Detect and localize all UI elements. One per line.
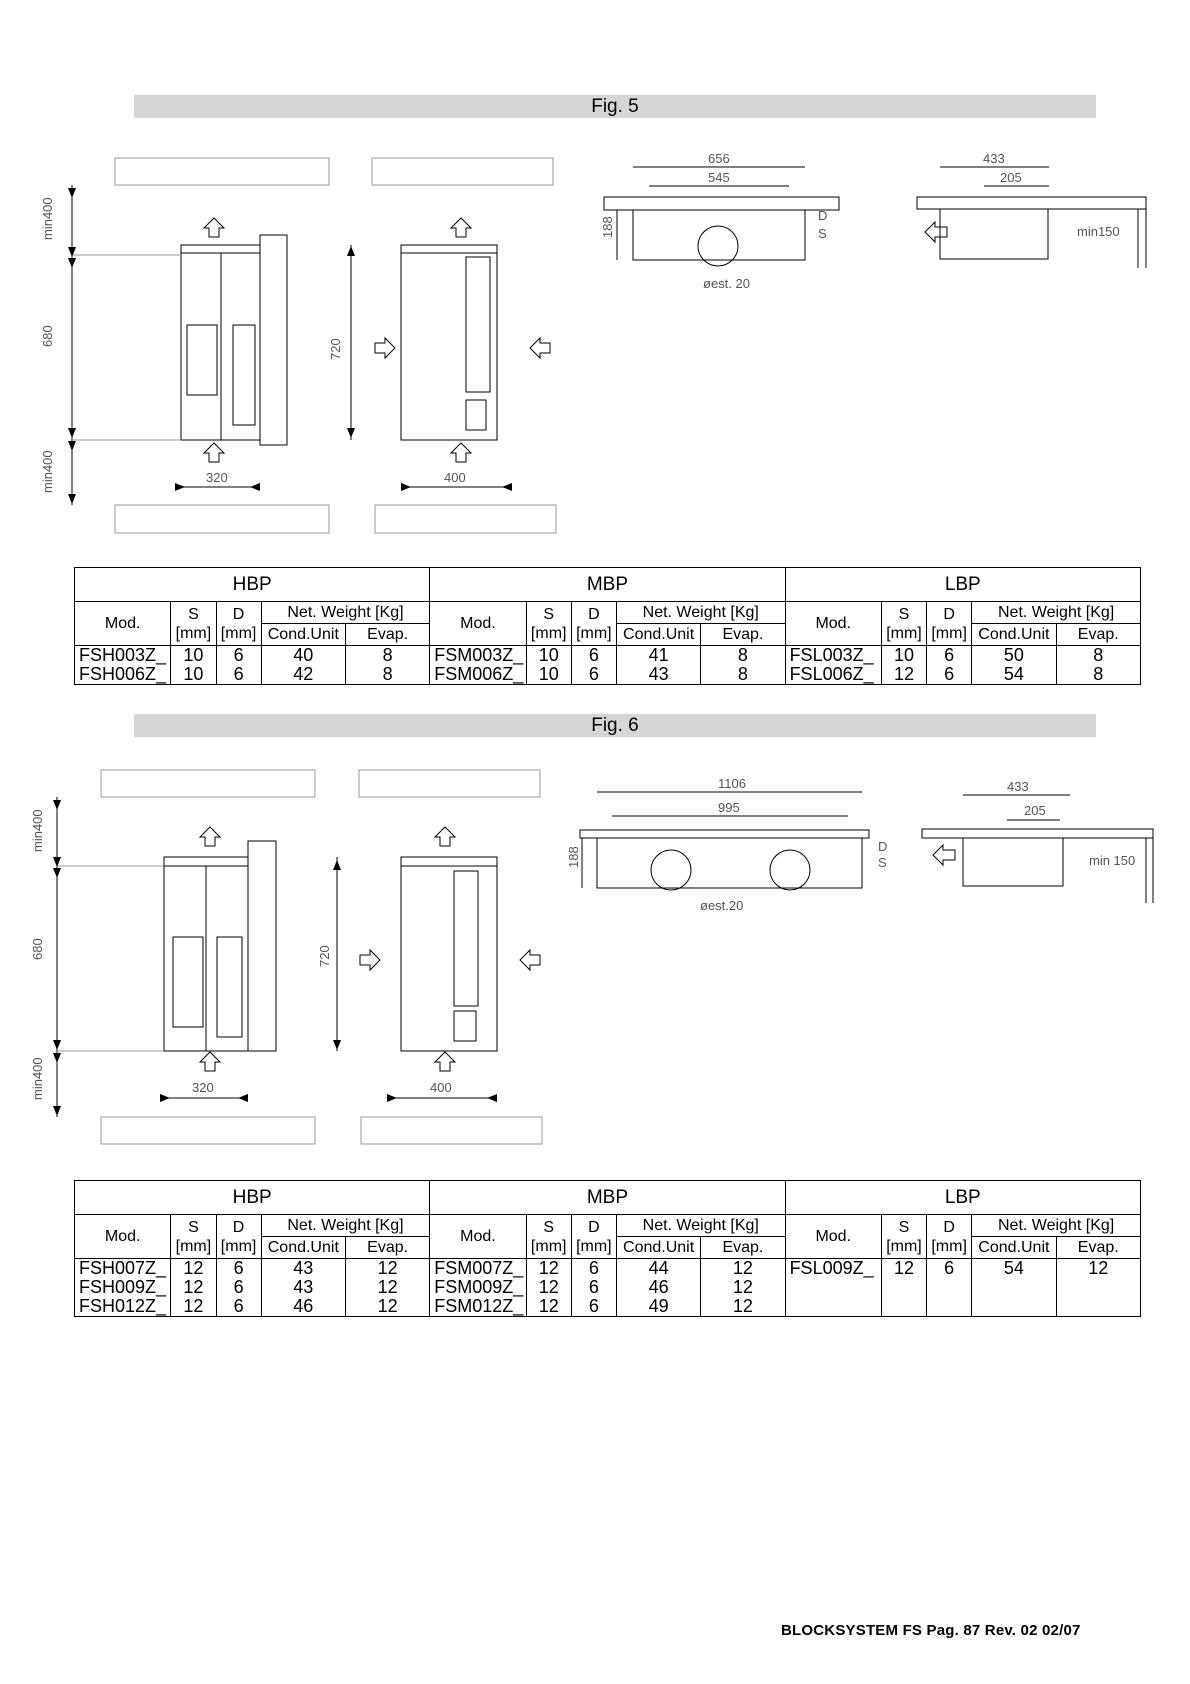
spec-table-fig5 <box>74 567 1141 685</box>
cell-cond: 44 46 49 <box>616 1259 700 1317</box>
dim-s: S <box>878 855 887 870</box>
col-cond: Cond.Unit <box>972 1237 1056 1259</box>
cell-evap: 8 8 <box>345 646 429 685</box>
col-s: S [mm] <box>881 1215 926 1259</box>
dim-side-inner: 205 <box>1024 803 1046 818</box>
col-s: S [mm] <box>881 602 926 646</box>
dim-evap-width-outer: 1106 <box>718 776 746 791</box>
dim-side-min: min150 <box>1077 224 1120 239</box>
dim-evap-height: 188 <box>566 846 581 868</box>
col-d: D [mm] <box>216 1215 261 1259</box>
group-header: HBP <box>75 1181 430 1215</box>
col-cond: Cond.Unit <box>261 624 345 646</box>
dim-evap-width-inner: 995 <box>718 800 740 815</box>
dim-min-bottom: min400 <box>30 1057 45 1100</box>
col-evap: Evap. <box>701 1237 785 1259</box>
col-d: D [mm] <box>571 1215 616 1259</box>
cell-d: 6 <box>927 1259 972 1317</box>
dim-drain: øest.20 <box>700 898 744 913</box>
cell-models: FSM003Z_ FSM006Z_ <box>430 646 526 685</box>
col-s: S [mm] <box>171 602 216 646</box>
dim-evap-width-outer: 656 <box>708 151 730 166</box>
cell-d: 6 6 6 <box>216 1259 261 1317</box>
dim-evap-height: 188 <box>600 216 615 238</box>
dim-side-outer: 433 <box>983 151 1005 166</box>
group-header: MBP <box>430 1181 785 1215</box>
cell-models: FSM007Z_ FSM009Z_ FSM012Z_ <box>430 1259 526 1317</box>
cell-d: 6 6 <box>216 646 261 685</box>
group-header: MBP <box>430 568 785 602</box>
dim-left-width: 320 <box>206 470 228 485</box>
cell-models: FSL009Z_ <box>785 1259 881 1317</box>
col-mod: Mod. <box>785 602 881 646</box>
cell-cond: 40 42 <box>261 646 345 685</box>
cell-cond: 54 <box>972 1259 1056 1317</box>
cell-models: FSH003Z_ FSH006Z_ <box>75 646 171 685</box>
col-mod: Mod. <box>75 602 171 646</box>
group-header: HBP <box>75 568 430 602</box>
dim-side-outer: 433 <box>1007 779 1029 794</box>
cell-s: 12 <box>881 1259 926 1317</box>
dim-min-top: min400 <box>40 197 55 240</box>
dim-d: D <box>878 839 888 854</box>
col-net-weight: Net. Weight [Kg] <box>261 602 430 624</box>
dim-d: D <box>818 208 828 223</box>
col-evap: Evap. <box>345 1237 429 1259</box>
dim-side-min: min 150 <box>1089 853 1136 868</box>
figure-caption-6: Fig. 6 <box>134 714 1096 737</box>
cell-s: 12 12 12 <box>171 1259 216 1317</box>
dim-front-height: 720 <box>328 338 343 360</box>
col-d: D [mm] <box>927 1215 972 1259</box>
col-evap: Evap. <box>1056 1237 1140 1259</box>
col-s: S [mm] <box>526 602 571 646</box>
cell-models: FSH007Z_ FSH009Z_ FSH012Z_ <box>75 1259 171 1317</box>
col-evap: Evap. <box>1056 624 1140 646</box>
col-mod: Mod. <box>430 1215 526 1259</box>
col-net-weight: Net. Weight [Kg] <box>972 1215 1141 1237</box>
col-evap: Evap. <box>345 624 429 646</box>
col-mod: Mod. <box>75 1215 171 1259</box>
cell-cond: 50 54 <box>972 646 1056 685</box>
dim-front-width: 400 <box>430 1080 452 1095</box>
dim-side-inner: 205 <box>1000 170 1022 185</box>
dim-left-width: 320 <box>192 1080 214 1095</box>
cell-cond: 43 43 46 <box>261 1259 345 1317</box>
col-net-weight: Net. Weight [Kg] <box>616 602 785 624</box>
col-net-weight: Net. Weight [Kg] <box>616 1215 785 1237</box>
col-s: S [mm] <box>171 1215 216 1259</box>
page-footer: BLOCKSYSTEM FS Pag. 87 Rev. 02 02/07 <box>781 1622 1081 1639</box>
cell-evap: 12 12 12 <box>345 1259 429 1317</box>
table-row <box>75 1259 1141 1317</box>
cell-d: 6 6 <box>927 646 972 685</box>
spec-table-fig6 <box>74 1180 1141 1317</box>
dim-left-height: 680 <box>40 325 55 347</box>
cell-s: 10 12 <box>881 646 926 685</box>
cell-s: 12 12 12 <box>526 1259 571 1317</box>
col-evap: Evap. <box>701 624 785 646</box>
col-d: D [mm] <box>571 602 616 646</box>
cell-evap: 8 8 <box>701 646 785 685</box>
col-d: D [mm] <box>927 602 972 646</box>
dim-evap-width-inner: 545 <box>708 170 730 185</box>
cell-d: 6 6 <box>571 646 616 685</box>
dim-front-height: 720 <box>317 945 332 967</box>
col-d: D [mm] <box>216 602 261 646</box>
col-net-weight: Net. Weight [Kg] <box>972 602 1141 624</box>
dim-front-width: 400 <box>444 470 466 485</box>
col-cond: Cond.Unit <box>616 624 700 646</box>
col-net-weight: Net. Weight [Kg] <box>261 1215 430 1237</box>
cell-s: 10 10 <box>171 646 216 685</box>
col-mod: Mod. <box>430 602 526 646</box>
cell-evap: 12 <box>1056 1259 1140 1317</box>
dim-s: S <box>818 226 827 241</box>
figure-caption-5: Fig. 5 <box>134 95 1096 118</box>
cell-models: FSL003Z_ FSL006Z_ <box>785 646 881 685</box>
dim-drain: øest. 20 <box>703 276 750 291</box>
col-cond: Cond.Unit <box>261 1237 345 1259</box>
cell-d: 6 6 6 <box>571 1259 616 1317</box>
cell-cond: 41 43 <box>616 646 700 685</box>
dim-min-top: min400 <box>30 809 45 852</box>
cell-s: 10 10 <box>526 646 571 685</box>
cell-evap: 8 8 <box>1056 646 1140 685</box>
col-cond: Cond.Unit <box>616 1237 700 1259</box>
group-header: LBP <box>785 1181 1140 1215</box>
group-header: LBP <box>785 568 1140 602</box>
col-cond: Cond.Unit <box>972 624 1056 646</box>
dim-min-bottom: min400 <box>40 450 55 493</box>
table-row <box>75 646 1141 685</box>
cell-evap: 12 12 12 <box>701 1259 785 1317</box>
dim-left-height: 680 <box>30 938 45 960</box>
col-s: S [mm] <box>526 1215 571 1259</box>
col-mod: Mod. <box>785 1215 881 1259</box>
